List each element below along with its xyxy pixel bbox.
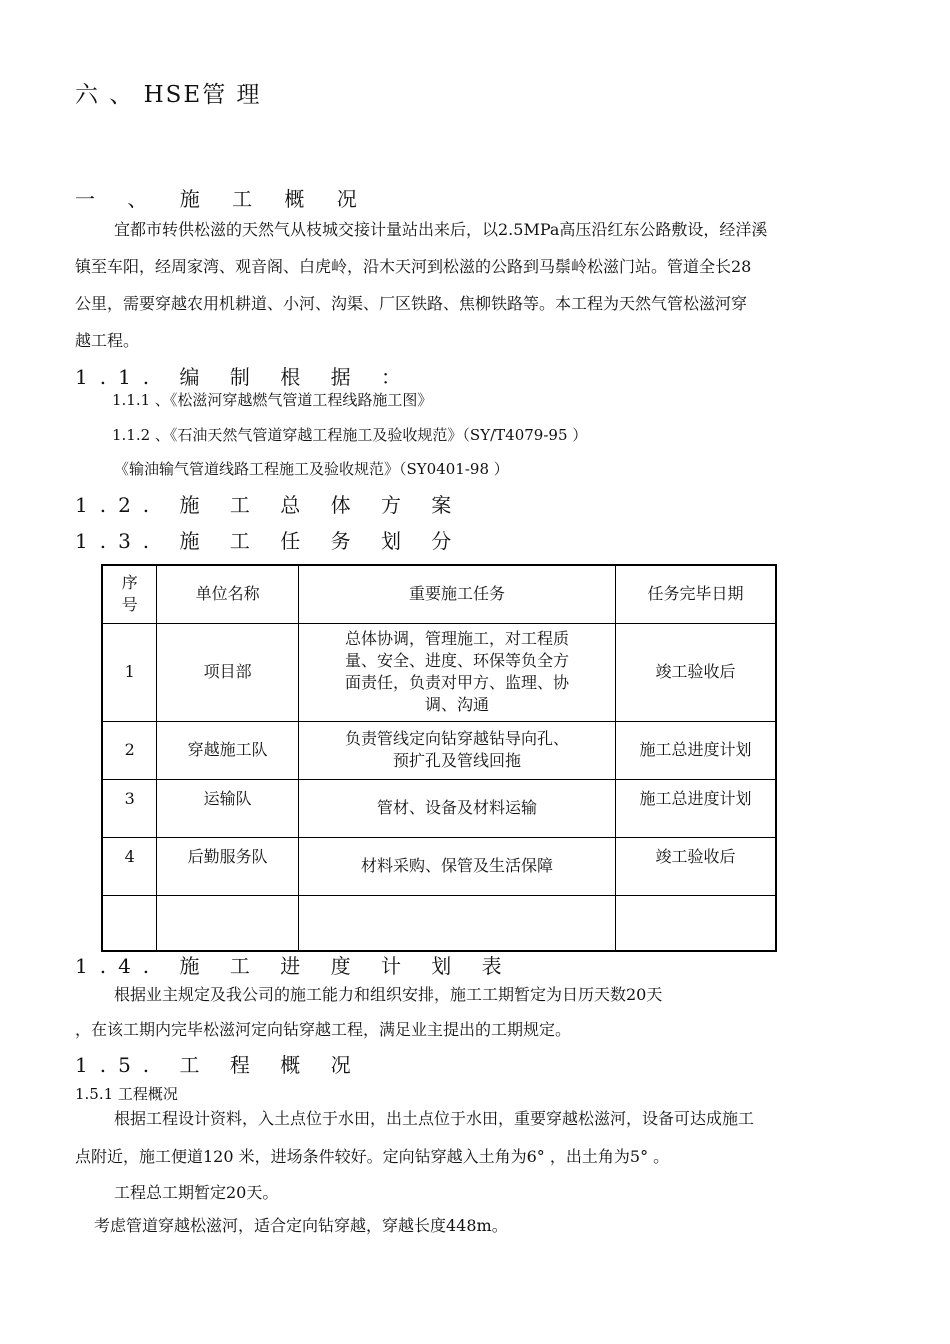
section-title-plan: 1.2. 施 工 总 体 方 案 (75, 493, 464, 517)
basis-item-2: 1.1.2 、《石油天然气管道穿越工程施工及验收规范》（SY/T4079-95 ） (112, 426, 588, 444)
row-3-unit: 运输队 (157, 779, 299, 837)
table-row (102, 779, 776, 837)
row-3-date: 施工总进度计划 (615, 779, 776, 837)
row-2-unit: 穿越施工队 (157, 721, 299, 779)
basis-item-1: 1.1.1 、《松滋河穿越燃气管道工程线路施工图》 (112, 391, 433, 409)
row-4-task: 材料采购、保管及生活保障 (298, 837, 615, 895)
row-5-date (615, 895, 776, 951)
row-4-unit: 后勤服务队 (157, 837, 299, 895)
overview-line-1: 宜都市转供松滋的天然气从枝城交接计量站出来后，以2.5MPa高压沿红东公路敷设，经洋溪 (114, 220, 768, 239)
section-title-tasks: 1.3. 施 工 任 务 划 分 (75, 529, 464, 553)
row-1-seq: 1 (102, 623, 157, 721)
row-2-date: 施工总进度计划 (615, 721, 776, 779)
section-title-schedule: 1.4. 施 工 进 度 计 划 表 (75, 954, 514, 978)
row-5-unit (157, 895, 299, 951)
row-4-seq: 4 (102, 837, 157, 895)
basis-item-3: 《输油输气管道线路工程施工及验收规范》（SY0401-98 ） (114, 460, 509, 478)
row-2-seq: 2 (102, 721, 157, 779)
table-header-row (102, 565, 776, 623)
project-line-2: 点附近，施工便道120 米，进场条件较好。定向钻穿越入土角为6° ，出土角为5° 。 (75, 1147, 670, 1166)
chapter-title: 六 、 HSE管 理 (75, 82, 262, 108)
section-title-project: 1.5. 工 程 概 况 (75, 1053, 363, 1077)
header-cell-seq: 序 号 (102, 565, 157, 623)
project-line-1: 根据工程设计资料，入土点位于水田，出土点位于水田，重要穿越松滋河，设备可达成施工 (114, 1109, 755, 1128)
header-cell-unit: 单位名称 (157, 565, 299, 623)
row-5-seq (102, 895, 157, 951)
task-table (101, 564, 777, 952)
table-row (102, 837, 776, 895)
header-cell-date: 任务完毕日期 (615, 565, 776, 623)
row-3-seq: 3 (102, 779, 157, 837)
table-row (102, 721, 776, 779)
row-1-unit: 项目部 (157, 623, 299, 721)
table-row-empty (102, 895, 776, 951)
table-row (102, 623, 776, 721)
row-1-date: 竣工验收后 (615, 623, 776, 721)
schedule-line-1: 根据业主规定及我公司的施工能力和组织安排，施工工期暂定为日历天数20天 (114, 985, 663, 1004)
row-3-task: 管材、设备及材料运输 (298, 779, 615, 837)
section-title-overview: 一 、 施 工 概 况 (75, 187, 370, 211)
section-title-basis: 1.1. 编 制 根 据 ： (75, 365, 413, 389)
project-subtitle: 1.5.1 工程概况 (75, 1085, 178, 1103)
header-cell-task: 重要施工任务 (298, 565, 615, 623)
overview-line-3: 公里，需要穿越农用机耕道、小河、沟渠、厂区铁路、焦柳铁路等。本工程为天然气管松滋河穿 (75, 294, 748, 313)
row-5-task (298, 895, 615, 951)
overview-line-4: 越工程。 (75, 331, 140, 350)
schedule-line-2: ，在该工期内完毕松滋河定向钻穿越工程，满足业主提出的工期规定。 (75, 1020, 572, 1039)
project-line-3: 工程总工期暂定20天。 (114, 1183, 279, 1202)
row-2-task: 负责管线定向钻穿越钻导向孔、 预扩孔及管线回拖 (298, 721, 615, 779)
overview-line-2: 镇至车阳，经周家湾、观音阁、白虎岭，沿木天河到松滋的公路到马鬃岭松滋门站。管道全长28 (75, 257, 752, 276)
row-4-date: 竣工验收后 (615, 837, 776, 895)
project-line-4: 考虑管道穿越松滋河，适合定向钻穿越，穿越长度448m。 (94, 1216, 508, 1235)
row-1-task: 总体协调，管理施工，对工程质 量、安全、进度、环保等负全方 面责任，负责对甲方、监理、协 调、沟通 (298, 623, 615, 721)
